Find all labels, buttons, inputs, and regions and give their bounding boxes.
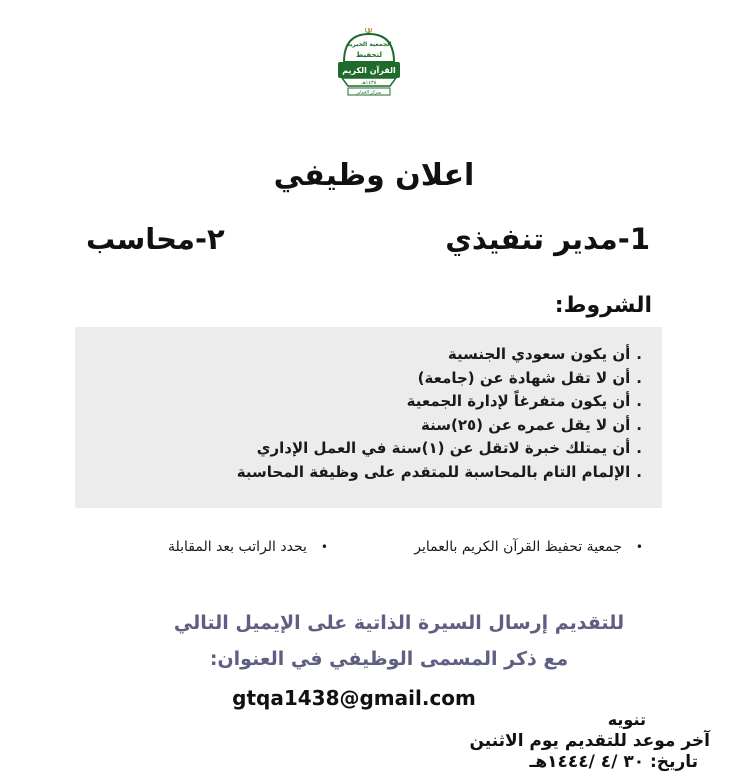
apply-instructions-line-2: مع ذكر المسمى الوظيفي في العنوان: — [209, 648, 569, 670]
condition-item: .أن لا يقل عمره عن (٢٥)سنة — [421, 415, 642, 434]
conditions-heading: الشروط: — [554, 293, 652, 318]
conditions-box — [75, 327, 662, 508]
condition-item: .أن لا تقل شهادة عن (جامعة) — [417, 368, 642, 387]
job-title-executive-manager: 1-مدير تنفيذي — [445, 222, 650, 256]
notice-title: تنويه — [607, 710, 646, 729]
condition-item: .أن يكون متفرغاً لإدارة الجمعية — [406, 392, 642, 411]
info-salary-note: •يحدد الراتب بعد المقابلة — [168, 539, 328, 555]
condition-item: .أن يكون سعودي الجنسية — [447, 345, 642, 363]
contact-email-link[interactable]: gtqa1438@gmail.com — [232, 686, 476, 710]
condition-item: .الإلمام التام بالمحاسبة للمتقدم على وظيفة المحاسبة — [236, 462, 642, 481]
notice-deadline: آخر موعد للتقديم يوم الاثنين — [469, 731, 710, 751]
association-logo — [330, 22, 408, 100]
info-association-name: •جمعية تحفيظ القرآن الكريم بالعماير — [414, 539, 643, 555]
logo-text-year: ١٤٣٨هـ — [361, 80, 377, 86]
logo-text-bottom: بمركز العماير — [356, 90, 382, 96]
job-title-accountant: ٢-محاسب — [86, 222, 225, 256]
announcement-title: اعلان وظيفي — [273, 158, 475, 193]
condition-item: .أن يمتلك خبرة لاتقل عن (١)سنة في العمل الإداري — [256, 439, 642, 458]
logo-text-mid: لتحفيظ — [356, 51, 382, 59]
apply-instructions-line-1: للتقديم إرسال السيرة الذاتية على الإيميل التالي — [173, 612, 625, 634]
logo-text-main: القرآن الكريم — [342, 66, 396, 75]
logo-emblem-icon — [330, 22, 408, 100]
notice-date: تاريخ: ٣٠ /٤ /١٤٤٤هـ — [529, 752, 698, 772]
logo-text-top: الجمعية الخيرية — [346, 41, 392, 48]
